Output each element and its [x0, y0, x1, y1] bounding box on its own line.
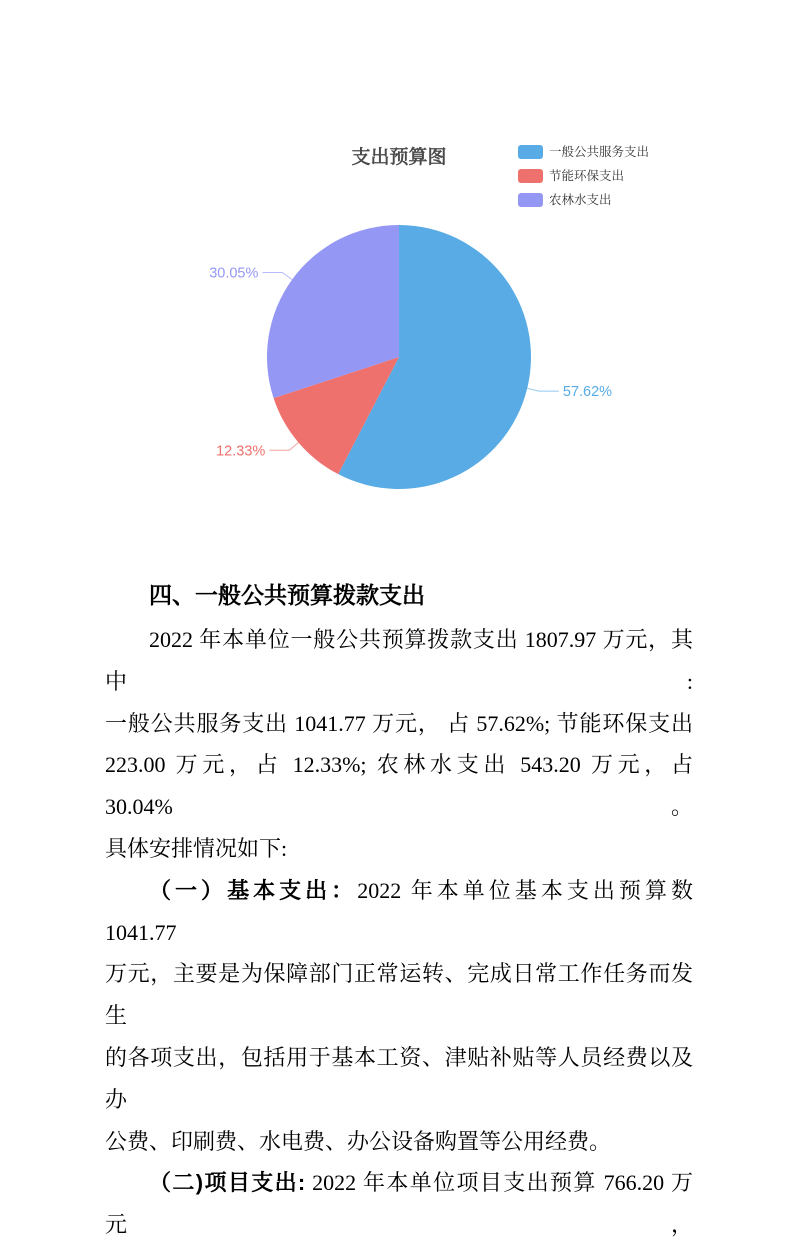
legend-swatch-icon	[518, 169, 543, 183]
legend-label: 一般公共服务支出	[549, 145, 650, 159]
bold-run-in-label: （二)项目支出:	[149, 1170, 306, 1196]
legend-label: 农林水支出	[549, 193, 612, 207]
text-line: 具体安排情况如下:	[105, 835, 288, 861]
text-line: 公费、印刷费、水电费、办公设备购置等公用经费。	[105, 1128, 612, 1154]
legend-swatch-icon	[518, 193, 543, 207]
text-line: （一）基本支出：2022 年本单位基本支出预算数 1041.77	[105, 877, 693, 945]
label-leader-line	[269, 443, 298, 451]
bold-run-in-label: （一）基本支出：	[149, 877, 358, 903]
legend-item-1	[518, 169, 649, 183]
legend-swatch-icon	[518, 145, 543, 159]
document-body	[105, 583, 693, 1246]
chart-title: 支出预算图	[351, 147, 447, 168]
pie-percent-label: 57.62%	[562, 384, 613, 401]
pie-percent-label: 30.05%	[209, 265, 259, 282]
legend-item-2	[518, 193, 649, 207]
text-line: （二)项目支出: 2022 年本单位项目支出预算 766.20 万元，	[105, 1170, 693, 1238]
text-line: 的各项支出，包括用于基本工资、津贴补贴等人员经费以及办	[105, 1044, 693, 1112]
pie-percent-label: 12.33%	[216, 443, 266, 460]
legend-item-0	[518, 145, 649, 159]
label-leader-line	[262, 273, 292, 280]
label-leader-line	[527, 388, 559, 391]
chart-legend	[518, 145, 649, 207]
text-line: 万元，主要是为保障部门正常运转、完成日常工作任务而发生	[105, 961, 693, 1029]
paragraph-lines	[105, 619, 693, 1246]
text-line: 223.00 万元，占 12.33%; 农林水支出 543.20 万元，占 30.04%。	[105, 752, 693, 820]
text-line: 2022 年本单位一般公共预算拨款支出 1807.97 万元，其中:	[105, 627, 693, 694]
legend-label: 节能环保支出	[549, 169, 625, 183]
section-heading: 四、一般公共预算拨款支出	[149, 582, 425, 608]
pie-chart	[0, 0, 793, 560]
text-line: 一般公共服务支出 1041.77 万元， 占 57.62%; 节能环保支出	[105, 710, 693, 736]
